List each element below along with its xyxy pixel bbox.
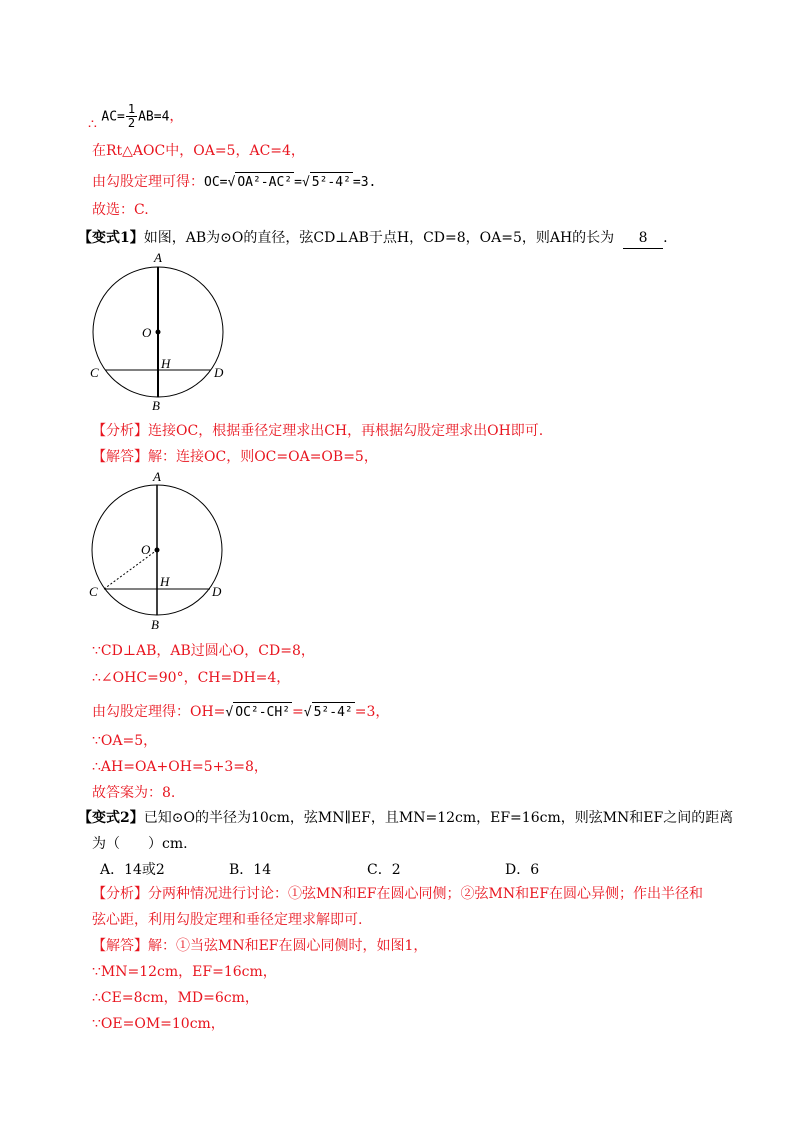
variant2-analysis-line2: 弦心距，利用勾股定理和垂径定理求解即可.	[92, 912, 363, 928]
ac-suffix: AB=4	[138, 109, 170, 125]
option-a: A．14或2	[100, 862, 165, 878]
fraction-half: $\frac{1}{2}$	[127, 102, 136, 130]
oc-gougu-line: 由勾股定理可得：OC=√ OA²-AC² =√ 5²-4² =3.	[92, 172, 376, 193]
label-h: H	[161, 356, 171, 371]
variant1-step5: ∴AH=OA+OH=5+3=8，	[92, 759, 268, 775]
variant2-question-line2: 为（ ）cm.	[92, 836, 188, 852]
option-b: B．14	[229, 862, 272, 878]
option-c: C．2	[367, 862, 401, 878]
variant1-question: 【变式1】如图，AB为⊙O的直径，弦CD⊥AB于点H，CD=8，OA=5，则AH的长为 8 .	[78, 228, 668, 249]
label-d: D	[212, 584, 222, 599]
variant2-step3: ∵OE=OM=10cm，	[92, 1016, 225, 1032]
variant1-solution: 【解答】解：连接OC，则OC=OA=OB=5，	[92, 449, 378, 465]
variant1-tag: 【变式1】	[78, 230, 144, 246]
variant2-tag: 【变式2】	[78, 810, 144, 826]
label-c: C	[89, 584, 98, 599]
label-d: D	[214, 365, 224, 380]
label-b: B	[152, 398, 160, 413]
variant1-analysis: 【分析】连接OC，根据垂径定理求出CH，再根据勾股定理求出OH即可.	[92, 423, 544, 439]
circle-figure-2	[85, 468, 245, 638]
label-c: C	[90, 365, 99, 380]
label-b: B	[151, 617, 159, 632]
variant1-step2: ∴∠OHC=90°，CH=DH=4，	[92, 670, 291, 686]
option-d: D．6	[505, 862, 540, 878]
label-a: A	[154, 250, 162, 265]
variant2-step1: ∵MN=12cm，EF=16cm，	[92, 964, 277, 980]
label-o: O	[142, 325, 152, 340]
variant2-step2: ∴CE=8cm，MD=6cm，	[92, 990, 259, 1006]
label-a: A	[153, 469, 161, 484]
answer-line: 故选：C.	[92, 202, 149, 218]
variant1-step4: ∵OA=5，	[92, 733, 158, 749]
therefore-symbol: ∴	[88, 116, 97, 133]
circle-figure-1	[85, 248, 245, 418]
ac-prefix: AC=	[101, 109, 125, 125]
label-o: O	[141, 542, 151, 557]
answer-blank: 8	[623, 228, 663, 249]
rt-triangle-line: 在Rt△AOC中，OA=5，AC=4，	[92, 143, 305, 159]
variant1-step6: 故答案为：8.	[92, 785, 176, 801]
variant1-step1: ∵CD⊥AB，AB过圆心O，CD=8，	[92, 643, 315, 659]
variant2-solution: 【解答】解：①当弦MN和EF在圆心同侧时，如图1，	[92, 938, 428, 954]
variant2-question-line1: 【变式2】已知⊙O的半径为10cm，弦MN∥EF，且MN=12cm，EF=16cm，则弦MN和EF之间的距离	[78, 810, 734, 826]
variant2-analysis-line1: 【分析】分两种情况进行讨论：①弦MN和EF在圆心同侧；②弦MN和EF在圆心异侧；作出半径和	[92, 886, 704, 902]
label-h: H	[160, 574, 170, 589]
variant1-step3: 由勾股定理得：OH=√ OC²-CH² =√ 5²-4² =3，	[92, 702, 389, 723]
ac-equation: ∴ AC= $\frac{1}{2}$ AB=4，	[88, 102, 184, 133]
